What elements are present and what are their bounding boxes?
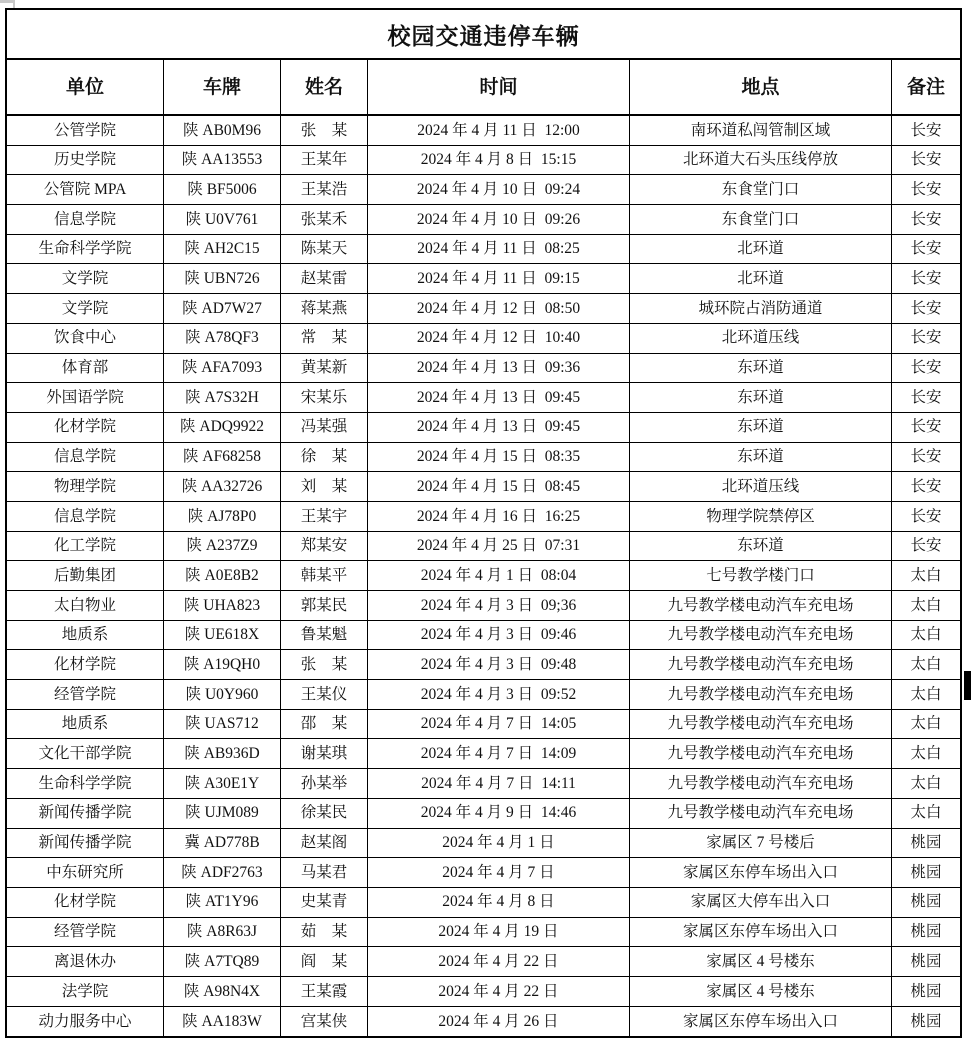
cell-plate: 陕 A237Z9: [164, 532, 281, 561]
cell-time: 2024 年 4 月 11 日 08:25: [368, 235, 630, 264]
cell-name: 王某霞: [281, 977, 368, 1006]
cell-location: 九号教学楼电动汽车充电场: [630, 680, 892, 709]
cell-name: 阎 某: [281, 947, 368, 976]
cell-unit: 公管学院: [7, 116, 164, 145]
cell-remark: 长安: [910, 151, 942, 169]
cell-remark: 太白: [910, 745, 942, 763]
cell-location: 南环道私闯管制区域: [630, 116, 892, 145]
table-row: [7, 294, 960, 324]
cell-time: 2024 年 4 月 11 日 12:00: [368, 116, 630, 145]
cell-time: 2024 年 4 月 3 日 09:48: [368, 650, 630, 679]
table-row: [7, 502, 960, 532]
cell-unit: 化材学院: [7, 650, 164, 679]
cell-time: 2024 年 4 月 7 日 14:05: [368, 710, 630, 739]
table-header-row: [7, 60, 960, 116]
cell-plate: 陕 A0E8B2: [164, 561, 281, 590]
header-cell-time: 时间: [368, 60, 630, 114]
cell-time: 2024 年 4 月 1 日: [368, 829, 630, 858]
cell-remark: 长安: [910, 448, 942, 466]
cell-location: 家属区东停车场出入口: [630, 858, 892, 887]
cell-remark: 太白: [910, 774, 942, 792]
cell-plate: 陕 AA183W: [164, 1007, 281, 1037]
cell-name: 郑某安: [281, 532, 368, 561]
cell-time: 2024 年 4 月 3 日 09:52: [368, 680, 630, 709]
cell-location: 家属区东停车场出入口: [630, 918, 892, 947]
cell-time: 2024 年 4 月 9 日 14:46: [368, 799, 630, 828]
table-row: [7, 799, 960, 829]
cell-name: 陈某天: [281, 235, 368, 264]
header-cell-name: 姓名: [281, 60, 368, 114]
table-row: [7, 829, 960, 859]
cell-time: 2024 年 4 月 16 日 16:25: [368, 502, 630, 531]
table-row: [7, 324, 960, 354]
table-row: [7, 680, 960, 710]
cell-name: 宋某乐: [281, 383, 368, 412]
cell-time: 2024 年 4 月 7 日 14:09: [368, 739, 630, 768]
cell-plate: 冀 AD778B: [164, 829, 281, 858]
cell-remark: 桃园: [910, 982, 942, 1000]
cell-time: 2024 年 4 月 3 日 09;36: [368, 591, 630, 620]
cell-name: 邵 某: [281, 710, 368, 739]
cell-remark: 长安: [910, 388, 942, 406]
cell-name: 郭某民: [281, 591, 368, 620]
cell-time: 2024 年 4 月 13 日 09:36: [368, 354, 630, 383]
cell-location: 北环道压线: [630, 324, 892, 353]
cell-unit: 文化干部学院: [7, 739, 164, 768]
cell-name: 王某宇: [281, 502, 368, 531]
cell-name: 孙某举: [281, 769, 368, 798]
cell-name: 黄某新: [281, 354, 368, 383]
cell-name: 王某浩: [281, 175, 368, 204]
cell-location: 家属区大停车出入口: [630, 888, 892, 917]
cell-plate: 陕 AD7W27: [164, 294, 281, 323]
cell-plate: 陕 U0V761: [164, 205, 281, 234]
table-title: 校园交通违停车辆: [7, 10, 960, 60]
cell-remark: 长安: [910, 270, 942, 288]
cell-location: 北环道: [630, 235, 892, 264]
cell-time: 2024 年 4 月 25 日 07:31: [368, 532, 630, 561]
cell-location: 东环道: [630, 383, 892, 412]
cell-name: 谢某琪: [281, 739, 368, 768]
cell-location: 东环道: [630, 532, 892, 561]
table-row: [7, 354, 960, 384]
cell-unit: 经管学院: [7, 680, 164, 709]
header-cell-location: 地点: [630, 60, 892, 114]
cell-remark: 太白: [910, 715, 942, 733]
table-row: [7, 116, 960, 146]
cell-name: 张某禾: [281, 205, 368, 234]
cell-unit: 公管院 MPA: [7, 175, 164, 204]
cell-location: 九号教学楼电动汽车充电场: [630, 799, 892, 828]
cell-location: 东食堂门口: [630, 175, 892, 204]
cell-time: 2024 年 4 月 8 日 15:15: [368, 146, 630, 175]
cell-time: 2024 年 4 月 13 日 09:45: [368, 383, 630, 412]
cell-location: 城环院占消防通道: [630, 294, 892, 323]
cell-time: 2024 年 4 月 26 日: [368, 1007, 630, 1037]
table-row: [7, 175, 960, 205]
cell-name: 韩某平: [281, 561, 368, 590]
cell-plate: 陕 A7S32H: [164, 383, 281, 412]
cell-name: 马某君: [281, 858, 368, 887]
table-row: [7, 443, 960, 473]
cell-location: 东食堂门口: [630, 205, 892, 234]
cell-time: 2024 年 4 月 3 日 09:46: [368, 621, 630, 650]
cell-name: 王某年: [281, 146, 368, 175]
cell-time: 2024 年 4 月 11 日 09:15: [368, 264, 630, 293]
cell-time: 2024 年 4 月 7 日: [368, 858, 630, 887]
cell-plate: 陕 ADF2763: [164, 858, 281, 887]
cell-plate: 陕 UE618X: [164, 621, 281, 650]
cell-plate: 陕 ADQ9922: [164, 413, 281, 442]
cell-time: 2024 年 4 月 12 日 10:40: [368, 324, 630, 353]
cell-remark: 长安: [910, 418, 942, 436]
cell-plate: 陕 A78QF3: [164, 324, 281, 353]
cell-plate: 陕 AT1Y96: [164, 888, 281, 917]
table-row: [7, 739, 960, 769]
cell-plate: 陕 UBN726: [164, 264, 281, 293]
cell-unit: 太白物业: [7, 591, 164, 620]
cell-unit: 经管学院: [7, 918, 164, 947]
cell-location: 九号教学楼电动汽车充电场: [630, 591, 892, 620]
cell-plate: 陕 AA32726: [164, 472, 281, 501]
cell-name: 鲁某魁: [281, 621, 368, 650]
cell-time: 2024 年 4 月 15 日 08:35: [368, 443, 630, 472]
cell-unit: 新闻传播学院: [7, 799, 164, 828]
table-row: [7, 235, 960, 265]
header-cell-plate: 车牌: [164, 60, 281, 114]
cell-unit: 后勤集团: [7, 561, 164, 590]
cell-unit: 物理学院: [7, 472, 164, 501]
table-row: [7, 413, 960, 443]
cell-plate: 陕 A98N4X: [164, 977, 281, 1006]
cell-time: 2024 年 4 月 8 日: [368, 888, 630, 917]
cell-location: 物理学院禁停区: [630, 502, 892, 531]
cell-location: 九号教学楼电动汽车充电场: [630, 650, 892, 679]
table-row: [7, 472, 960, 502]
cell-location: 家属区 4 号楼东: [630, 947, 892, 976]
cell-name: 赵某雷: [281, 264, 368, 293]
table-row: [7, 205, 960, 235]
cell-location: 家属区东停车场出入口: [630, 1007, 892, 1037]
cell-unit: 文学院: [7, 264, 164, 293]
cell-unit: 信息学院: [7, 205, 164, 234]
cell-unit: 历史学院: [7, 146, 164, 175]
cell-remark: 桃园: [910, 923, 942, 941]
cell-name: 常 某: [281, 324, 368, 353]
cell-remark: 太白: [910, 655, 942, 673]
cell-time: 2024 年 4 月 13 日 09:45: [368, 413, 630, 442]
cell-remark: 长安: [910, 359, 942, 377]
cell-time: 2024 年 4 月 15 日 08:45: [368, 472, 630, 501]
cell-time: 2024 年 4 月 7 日 14:11: [368, 769, 630, 798]
cell-unit: 新闻传播学院: [7, 829, 164, 858]
cell-unit: 法学院: [7, 977, 164, 1006]
cell-remark: 太白: [910, 566, 942, 584]
cell-remark: 长安: [910, 507, 942, 525]
cell-location: 北环道压线: [630, 472, 892, 501]
cell-remark: 长安: [910, 329, 942, 347]
cell-unit: 体育部: [7, 354, 164, 383]
cell-remark: 长安: [910, 477, 942, 495]
cell-name: 徐 某: [281, 443, 368, 472]
cell-time: 2024 年 4 月 12 日 08:50: [368, 294, 630, 323]
cell-location: 九号教学楼电动汽车充电场: [630, 621, 892, 650]
table-row: [7, 561, 960, 591]
table-row: [7, 621, 960, 651]
cell-remark: 长安: [910, 299, 942, 317]
cell-plate: 陕 BF5006: [164, 175, 281, 204]
cell-name: 蒋某燕: [281, 294, 368, 323]
header-cell-remark: 备注: [906, 76, 945, 98]
cell-plate: 陕 A19QH0: [164, 650, 281, 679]
cell-name: 史某青: [281, 888, 368, 917]
cell-location: 东环道: [630, 354, 892, 383]
cell-unit: 信息学院: [7, 443, 164, 472]
cell-remark: 桃园: [910, 863, 942, 881]
cell-plate: 陕 UJM089: [164, 799, 281, 828]
cell-remark: 太白: [910, 596, 942, 614]
cell-remark: 太白: [910, 685, 942, 703]
cell-location: 北环道: [630, 264, 892, 293]
cell-location: 九号教学楼电动汽车充电场: [630, 710, 892, 739]
cell-location: 九号教学楼电动汽车充电场: [630, 769, 892, 798]
cell-unit: 生命科学学院: [7, 235, 164, 264]
table-row: [7, 1007, 960, 1037]
cell-plate: 陕 AB0M96: [164, 116, 281, 145]
cell-remark: 桃园: [910, 834, 942, 852]
cell-plate: 陕 AA13553: [164, 146, 281, 175]
cell-time: 2024 年 4 月 10 日 09:24: [368, 175, 630, 204]
table-row: [7, 977, 960, 1007]
cell-plate: 陕 UHA823: [164, 591, 281, 620]
cell-name: 张 某: [281, 116, 368, 145]
cell-location: 家属区 4 号楼东: [630, 977, 892, 1006]
cell-location: 七号教学楼门口: [630, 561, 892, 590]
violation-table: [5, 8, 962, 1038]
table-row: [7, 264, 960, 294]
cell-name: 刘 某: [281, 472, 368, 501]
cell-unit: 化材学院: [7, 413, 164, 442]
cell-plate: 陕 AFA7093: [164, 354, 281, 383]
header-cell-unit: 单位: [7, 60, 164, 114]
cell-remark: 太白: [910, 626, 942, 644]
cell-location: 东环道: [630, 443, 892, 472]
cell-unit: 信息学院: [7, 502, 164, 531]
cell-time: 2024 年 4 月 22 日: [368, 977, 630, 1006]
cell-remark: 长安: [910, 240, 942, 258]
table-row: [7, 769, 960, 799]
cell-unit: 外国语学院: [7, 383, 164, 412]
table-row: [7, 947, 960, 977]
cell-name: 茹 某: [281, 918, 368, 947]
table-row: [7, 888, 960, 918]
cell-unit: 化工学院: [7, 532, 164, 561]
cell-remark: 长安: [910, 121, 942, 139]
cell-unit: 化材学院: [7, 888, 164, 917]
cell-plate: 陕 A7TQ89: [164, 947, 281, 976]
cell-unit: 饮食中心: [7, 324, 164, 353]
cell-name: 赵某阁: [281, 829, 368, 858]
cell-time: 2024 年 4 月 10 日 09:26: [368, 205, 630, 234]
cell-name: 冯某强: [281, 413, 368, 442]
table-row: [7, 710, 960, 740]
table-row: [7, 918, 960, 948]
cell-name: 张 某: [281, 650, 368, 679]
cell-remark: 长安: [910, 537, 942, 555]
cell-name: 王某仪: [281, 680, 368, 709]
cell-remark: 桃园: [910, 952, 942, 970]
cell-plate: 陕 U0Y960: [164, 680, 281, 709]
cell-remark: 桃园: [910, 893, 942, 911]
table-row: [7, 591, 960, 621]
right-edge-mark: [964, 671, 971, 700]
cell-time: 2024 年 4 月 22 日: [368, 947, 630, 976]
cell-time: 2024 年 4 月 19 日: [368, 918, 630, 947]
cell-unit: 中东研究所: [7, 858, 164, 887]
cell-unit: 地质系: [7, 710, 164, 739]
cell-remark: 长安: [910, 210, 942, 228]
cell-location: 家属区 7 号楼后: [630, 829, 892, 858]
table-row: [7, 532, 960, 562]
table-body: [7, 116, 960, 1036]
cell-remark: 桃园: [910, 1012, 942, 1030]
cell-location: 东环道: [630, 413, 892, 442]
cell-location: 九号教学楼电动汽车充电场: [630, 739, 892, 768]
cell-plate: 陕 AB936D: [164, 739, 281, 768]
cell-plate: 陕 A8R63J: [164, 918, 281, 947]
cell-remark: 太白: [910, 804, 942, 822]
table-row: [7, 858, 960, 888]
cell-time: 2024 年 4 月 1 日 08:04: [368, 561, 630, 590]
cell-plate: 陕 AH2C15: [164, 235, 281, 264]
cell-plate: 陕 UAS712: [164, 710, 281, 739]
cell-plate: 陕 AJ78P0: [164, 502, 281, 531]
cell-plate: 陕 AF68258: [164, 443, 281, 472]
cell-unit: 离退休办: [7, 947, 164, 976]
cell-unit: 文学院: [7, 294, 164, 323]
table-row: [7, 146, 960, 176]
cell-location: 北环道大石头压线停放: [630, 146, 892, 175]
cell-unit: 生命科学学院: [7, 769, 164, 798]
table-row: [7, 383, 960, 413]
table-row: [7, 650, 960, 680]
cell-name: 徐某民: [281, 799, 368, 828]
cell-remark: 长安: [910, 180, 942, 198]
cell-unit: 地质系: [7, 621, 164, 650]
cell-name: 宫某侠: [281, 1007, 368, 1037]
cell-unit: 动力服务中心: [7, 1007, 164, 1037]
cell-plate: 陕 A30E1Y: [164, 769, 281, 798]
